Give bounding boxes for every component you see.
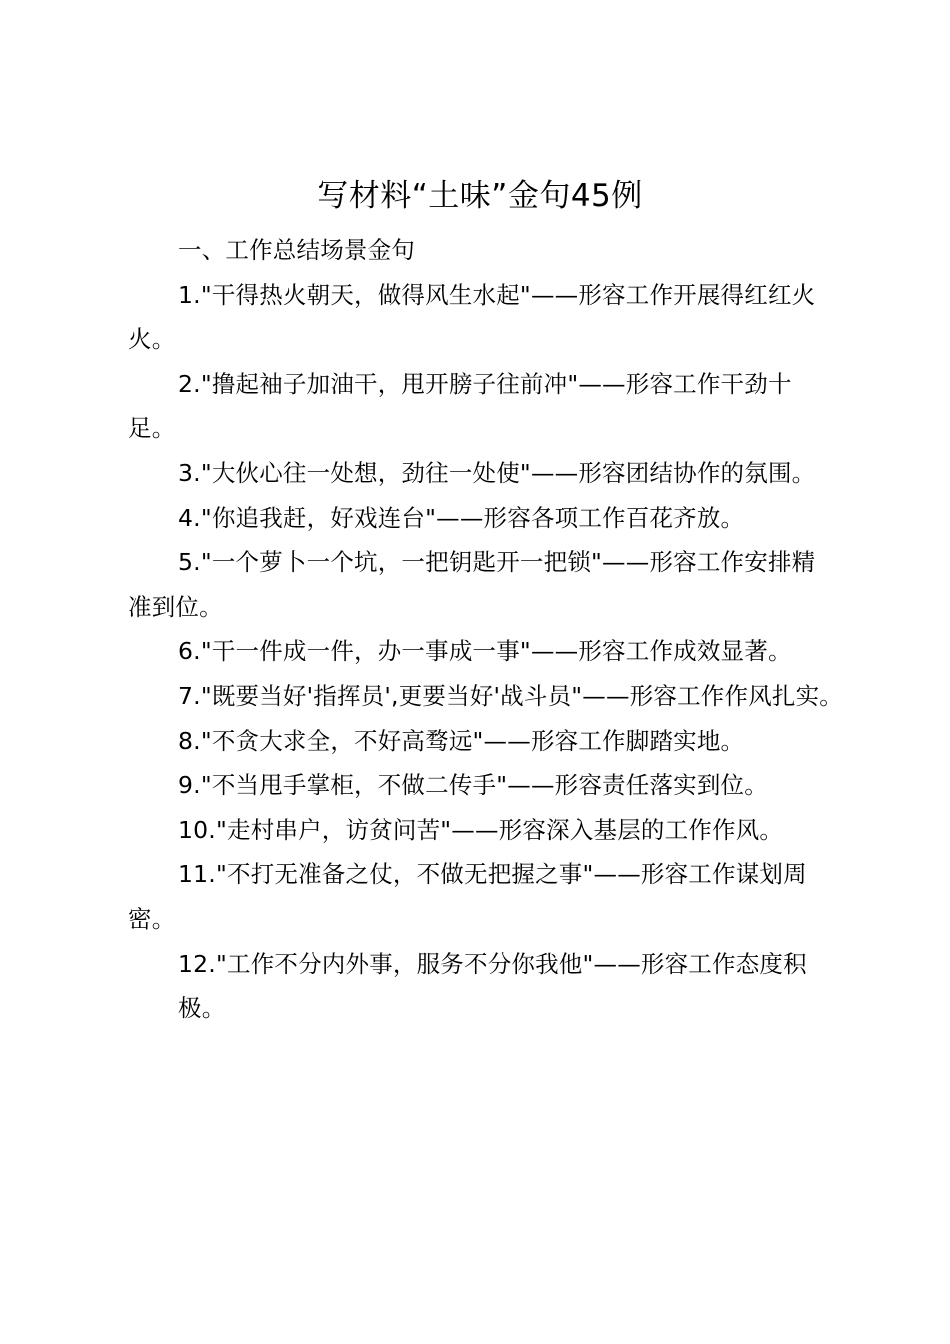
item-text: "大伙心往一处想，劲往一处使"——形容团结协作的氛围。 (200, 458, 816, 487)
list-item (128, 629, 798, 674)
item-text: "一个萝卜一个坑，一把钥匙开一把锁"——形容工作安排精准到位。 (128, 548, 816, 621)
list-item (128, 942, 828, 1031)
item-text: "干得热火朝天，做得风生水起"——形容工作开展得红红火火。 (128, 280, 816, 354)
list-item (128, 540, 828, 629)
list-item (128, 362, 828, 451)
list-item (128, 852, 828, 941)
item-number: 8. (178, 726, 201, 755)
item-number: 3. (178, 458, 201, 487)
item-number: 9. (178, 771, 201, 800)
item-number: 11. (178, 860, 216, 889)
item-number: 6. (178, 637, 201, 666)
list-item (128, 451, 828, 496)
item-number: 5. (178, 548, 201, 577)
item-text: "不贪大求全，不好高骛远"——形容工作脚踏实地。 (200, 726, 745, 755)
item-text: "撸起袖子加油干，甩开膀子往前冲"——形容工作干劲十足。 (128, 369, 792, 443)
section-heading: 一、工作总结场景金句 (178, 236, 415, 264)
list-item (128, 674, 848, 719)
item-text: "工作不分内外事，服务不分你我他"——形容工作态度积极。 (178, 949, 807, 1023)
item-number: 12. (178, 949, 216, 978)
item-text: "走村串户，访贫问苦"——形容深入基层的工作作风。 (215, 815, 784, 844)
document-title: 写材料“土味”金句45例 (317, 178, 643, 214)
list-item (128, 496, 828, 541)
item-number: 2. (178, 369, 201, 398)
item-text: "干一件成一件，办一事成一事"——形容工作成效显著。 (200, 637, 792, 666)
list-item (128, 763, 828, 808)
item-number: 10. (178, 815, 216, 844)
item-text: "既要当好'指挥员',更要当好'战斗员"——形容工作作风扎实。 (200, 681, 843, 710)
list-item (128, 719, 828, 764)
list-item (128, 808, 828, 853)
item-number: 4. (178, 503, 201, 532)
item-text: "你追我赶，好戏连台"——形容各项工作百花齐放。 (200, 503, 745, 532)
item-text: "不打无准备之仗，不做无把握之事"——形容工作谋划周密。 (128, 860, 807, 933)
list-item (128, 273, 828, 362)
item-number: 1. (178, 280, 201, 309)
item-number: 7. (178, 681, 201, 710)
document-body (128, 228, 843, 1031)
item-text: "不当甩手掌柜，不做二传手"——形容责任落实到位。 (200, 771, 768, 800)
